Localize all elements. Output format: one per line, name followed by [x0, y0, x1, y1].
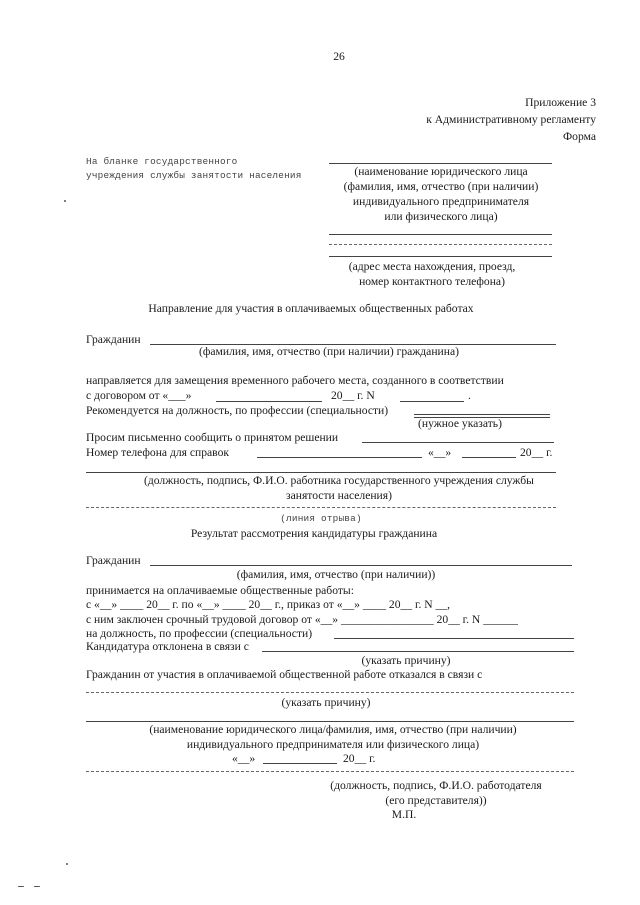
position-text: на должность, по профессии (специальности): [86, 627, 313, 640]
accepted-text: принимается на оплачиваемые общественные работы:: [86, 584, 354, 597]
period-text: с «__» ____ 20__ г. по «__» ____ 20__ г., приказ от «__» ____ 20__ г. N __,: [86, 598, 451, 611]
appendix-subtitle: к Административному регламенту: [426, 113, 596, 126]
addressee-caption-3: индивидуального предпринимателя: [352, 195, 530, 208]
document-title: Направление для участия в оплачиваемых общественных работах: [148, 302, 474, 315]
refused-text: Гражданин от участия в оплачиваемой общественной работе отказался в связи с: [86, 668, 483, 681]
phone-text: Номер телефона для справок: [86, 446, 230, 459]
address-line-3: [329, 256, 552, 257]
addressee-caption-2: (фамилия, имя, отчество (при наличии): [343, 180, 539, 193]
phone-year: 20__ г.: [520, 446, 553, 459]
signature-caption-2: занятости населения): [286, 489, 392, 502]
address-caption-1: (адрес места нахождения, проезд,: [348, 260, 516, 273]
contract-end: .: [468, 389, 471, 402]
employer-sign-caption-1: (должность, подпись, Ф.И.О. работодателя: [330, 779, 542, 792]
form-label: Форма: [563, 130, 596, 143]
phone-line: [257, 457, 422, 458]
addressee-caption-1: (наименование юридического лица: [354, 165, 528, 178]
contract-from: с договором от «___»: [86, 389, 192, 402]
directed-text: направляется для замещения временного рабочего места, созданного в соответствии: [86, 374, 504, 387]
employer-sign-caption-2: (его представителя)): [385, 794, 487, 807]
addressee-name-line: [329, 163, 552, 164]
refused-line: [86, 692, 574, 693]
signature-line: [86, 472, 556, 473]
tear-line-caption: (линия отрыва): [280, 513, 362, 524]
scan-dot: [66, 863, 68, 865]
rejected-line: [262, 651, 574, 652]
citizen-label: Гражданин: [86, 333, 141, 346]
address-line-1: [329, 234, 552, 235]
signature-caption-1: (должность, подпись, Ф.И.О. работника государственного учреждения службы: [144, 474, 534, 487]
scan-dot: [18, 886, 24, 887]
part2-citizen-line: [150, 565, 572, 566]
employer-caption-1: (наименование юридического лица/фамилия, имя, отчество (при наличии): [149, 723, 517, 736]
scan-dot: [34, 886, 40, 887]
appendix-title: Приложение 3: [525, 96, 596, 109]
part2-citizen-label: Гражданин: [86, 554, 141, 567]
date-line: [263, 763, 337, 764]
needed-caption: (нужное указать): [418, 417, 502, 430]
citizen-caption: (фамилия, имя, отчество (при наличии) гражданина): [199, 345, 459, 358]
address-line-2: [329, 244, 552, 245]
stamp-line-2: учреждения службы занятости населения: [86, 170, 302, 181]
contract-year: 20__ г. N: [331, 389, 375, 402]
mp-label: М.П.: [391, 808, 417, 821]
recommended-text: Рекомендуется на должность, по профессии (специальности): [86, 404, 389, 417]
part2-title: Результат рассмотрения кандидатуры гражданина: [190, 527, 438, 540]
reason-caption-2: (указать причину): [281, 696, 371, 709]
scan-dot: [64, 200, 66, 202]
phone-date-line: [462, 457, 516, 458]
date-year: 20__ г.: [343, 752, 376, 765]
rejected-text: Кандидатура отклонена в связи с: [86, 640, 249, 653]
request-text: Просим письменно сообщить о принятом решении: [86, 431, 339, 444]
contract-text: с ним заключен срочный трудовой договор от «__» ________________ 20__ г. N ______: [86, 613, 518, 626]
date-quote: «__»: [232, 752, 256, 765]
position-line: [334, 638, 574, 639]
employer-caption-2: индивидуального предпринимателя или физического лица): [186, 738, 480, 751]
employer-sign-line: [86, 771, 574, 772]
employer-line: [86, 721, 574, 722]
contract-number-line: [400, 401, 464, 402]
phone-date: «__»: [428, 446, 452, 459]
reason-caption: (указать причину): [361, 654, 451, 667]
address-caption-2: номер контактного телефона): [359, 275, 505, 288]
page-number: 26: [333, 50, 345, 63]
stamp-line-1: На бланке государственного: [86, 156, 238, 167]
contract-date-line: [216, 401, 322, 402]
part2-citizen-caption: (фамилия, имя, отчество (при наличии)): [236, 568, 436, 581]
addressee-caption-4: или физического лица): [384, 210, 498, 223]
tear-line: [86, 507, 556, 508]
request-line: [362, 442, 554, 443]
recommended-line-1: [414, 414, 550, 415]
